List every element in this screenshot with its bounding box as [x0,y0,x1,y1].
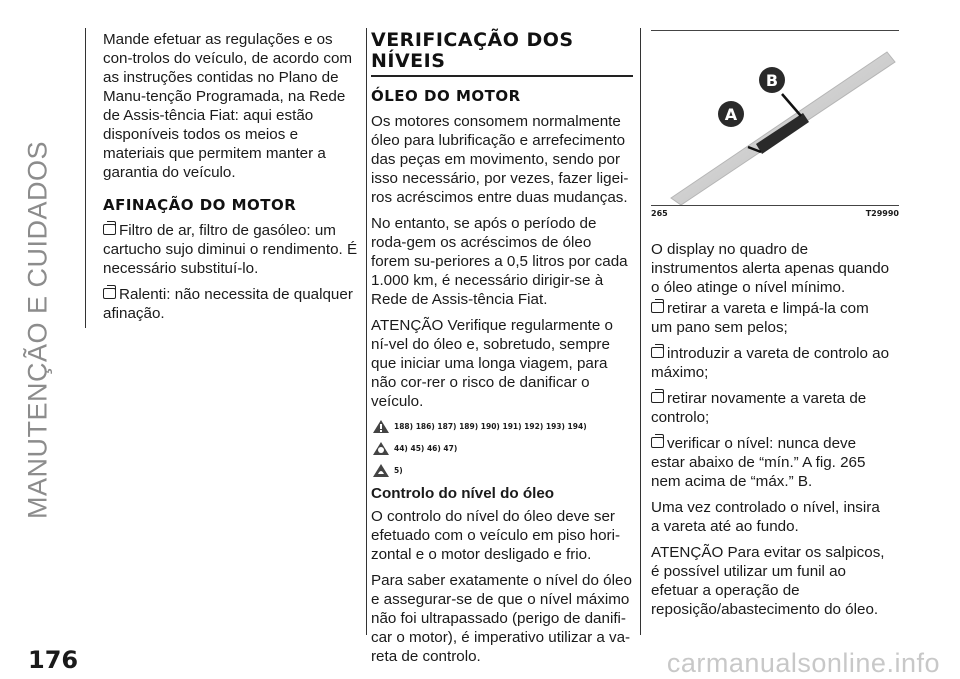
paragraph: No entanto, se após o período de roda-gem os acréscimos de óleo forem su-periores a 0,5 litros por cada 1.000 km, é necessário dirigir-se à Rede de Assis-tência Fiat. [371,215,628,308]
list-item: retirar a vareta e limpá-la com um pano sem pelos; [651,300,869,336]
bullet-icon [651,347,664,358]
bullet-icon [651,302,664,313]
environment-icon [371,462,391,478]
warning-refs: 188) 186) 187) 189) 190) 191) 192) 193) 194) [394,421,587,431]
paragraph: Uma vez controlado o nível, insira a vareta até ao fundo. [651,499,880,535]
column-1 [103,30,358,330]
section-heading-afinacao: AFINAÇÃO DO MOTOR [103,196,297,214]
bullet-icon [103,224,116,235]
paragraph: Para saber exatamente o nível do óleo e assegurar-se de que o nível máximo não foi ultrapassado (perigo de danifi-car o motor), é imperativo utilizar a va-reta de controlo. [371,572,632,665]
dipstick-illustration [651,30,899,205]
warning-refs: 44) 45) 46) 47) [394,443,458,453]
bullet-icon [651,437,664,448]
column-2 [371,30,633,673]
figure-code: T29990 [865,209,899,218]
list-item: introduzir a vareta de controlo ao máximo; [651,345,890,381]
column-divider-2 [640,28,641,635]
side-divider [85,28,86,328]
svg-text:B: B [765,71,779,90]
column-3 [651,240,891,626]
attention-paragraph: ATENÇÃO Verifique regularmente o ní-vel do óleo e, sobretudo, sempre que iniciar uma longa viagem, para não cor-rer o risco de danificar o veículo. [371,317,613,410]
paragraph: O controlo do nível do óleo deve ser efetuado com o veículo em piso hori-zontal e o motor desligado e frio. [371,508,621,563]
figure-265 [651,30,899,230]
heading-rule [371,75,633,77]
paragraph: Os motores consomem normalmente óleo para lubrificação e arrefecimento das peças em movimento, sendo por isso necessário, por vezes, fazer ligei-ros acréscimos entre duas mudanças. [371,113,629,206]
list-item: retirar novamente a vareta de controlo; [651,390,867,426]
intro-paragraph: Mande efetuar as regulações e os con-trolos do veículo, de acordo com as instruções contidas no Plano de Manu-tenção Programada, na Rede de Assis-tência Fiat: aqui estão disponíveis todos os meios e materiais que permitem manter a garantia do veículo. [103,31,353,181]
warning-icon [371,418,391,434]
watermark: carmanualsonline.info [666,648,940,678]
list-item: verificar o nível: nunca deve estar abaixo de “mín.” A fig. 265 nem acima de “máx.” B. [651,435,866,490]
bullet-icon [651,392,664,403]
attention-paragraph: ATENÇÃO Para evitar os salpicos, é possível utilizar um funil ao efetuar a operação de reposição/abastecimento do óleo. [651,544,885,618]
subheading-oleo: ÓLEO DO MOTOR [371,87,521,105]
page-number: 176 [28,646,79,674]
figure-bottom-rule [651,205,899,206]
section-heading-verificacao: VERIFICAÇÃO DOS NÍVEIS [371,29,574,72]
svg-text:A: A [724,105,738,124]
figure-number: 265 [651,209,668,218]
subheading-controlo: Controlo do nível do óleo [371,485,555,502]
list-item: Filtro de ar, filtro de gasóleo: um cartucho sujo diminui o rendimento. É necessário substituí-lo. [103,222,358,277]
warning-ref-row [371,440,633,456]
column-divider-1 [366,28,367,635]
bullet-icon [103,288,116,299]
paragraph: O display no quadro de instrumentos alerta apenas quando o óleo atinge o nível mínimo. [651,241,890,296]
warning-refs: 5) [394,465,403,475]
warning-ref-row [371,418,633,434]
list-item: Ralenti: não necessita de qualquer afinação. [103,286,353,322]
caution-icon [371,440,391,456]
warning-ref-row [371,462,633,478]
